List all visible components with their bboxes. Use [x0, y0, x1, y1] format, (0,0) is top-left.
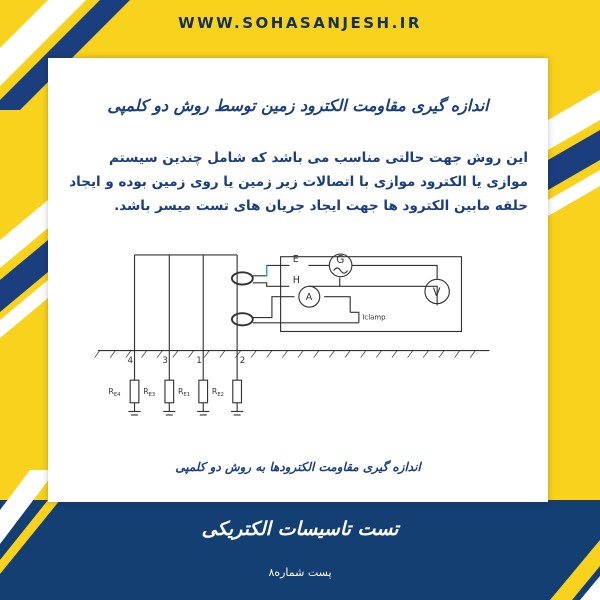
website-url[interactable]: WWW.SOHASANJESH.IR	[178, 14, 422, 32]
resistor-re1	[199, 380, 208, 403]
electrode-2-number: 2	[239, 355, 246, 366]
re3-label: $R_{E3}$	[143, 387, 156, 398]
resistor-re4	[130, 380, 139, 403]
terminal-e-label: E	[292, 253, 299, 265]
left-stripes	[0, 180, 48, 380]
generator-to-voltmeter	[352, 265, 437, 279]
card-title: اندازه گیری مقاومت الکترود زمین توسط روش دو کلمپی	[107, 96, 489, 115]
terminal-h-label: H	[292, 274, 300, 286]
ammeter-to-iclamp	[324, 297, 350, 313]
wire-to-ammeter	[253, 297, 295, 318]
ground-symbol-2	[231, 403, 243, 415]
re4-label: $R_{E4}$	[108, 387, 121, 398]
generator-label: G	[336, 253, 345, 266]
ground-hatching	[95, 351, 476, 358]
ground-symbol-3	[163, 403, 175, 415]
re1-label: $R_{E1}$	[178, 387, 191, 398]
content-card	[48, 58, 548, 502]
sine-wave	[334, 268, 348, 273]
h-to-voltmeter	[340, 286, 437, 305]
iclamp-link	[350, 312, 359, 322]
two-clamp-circuit-diagram	[48, 248, 548, 448]
right-stripes	[548, 90, 600, 250]
iclamp-label: Iclamp	[362, 313, 386, 322]
ammeter-label: A	[305, 292, 313, 304]
diagram-caption: اندازه گیری مقاومت الکترودها به روش دو کلمپی	[175, 460, 421, 474]
ground-symbol-4	[128, 403, 140, 415]
electrode-1-number: 1	[196, 355, 202, 366]
ground-symbol-1	[197, 403, 209, 415]
card-body-text: این روش جهت حالتی مناسب می باشد که شامل چندین سیستم موازی یا الکترود موازی با اتصالات زیر زمین یا روی زمین بوده و ایجاد حلقه مابین الکترود ها جهت ایجاد جریان های تست میسر باشد.	[69, 150, 528, 214]
h-to-generator	[308, 278, 339, 287]
resistor-re2	[233, 380, 242, 403]
wire-to-h	[253, 283, 290, 286]
footer-title: تست تاسیسات الکتریکی	[201, 518, 399, 540]
clamp-upper	[232, 272, 253, 284]
footer-subtitle: پست شماره۸	[268, 566, 332, 579]
clamp-lower	[232, 313, 253, 325]
electrode-4-number: 4	[127, 355, 134, 366]
resistor-re3	[165, 380, 174, 403]
wire-to-e	[253, 265, 290, 275]
voltmeter-label: V	[432, 285, 441, 299]
re2-label: $R_{E2}$	[211, 387, 224, 398]
electrode-3-number: 3	[162, 355, 168, 366]
